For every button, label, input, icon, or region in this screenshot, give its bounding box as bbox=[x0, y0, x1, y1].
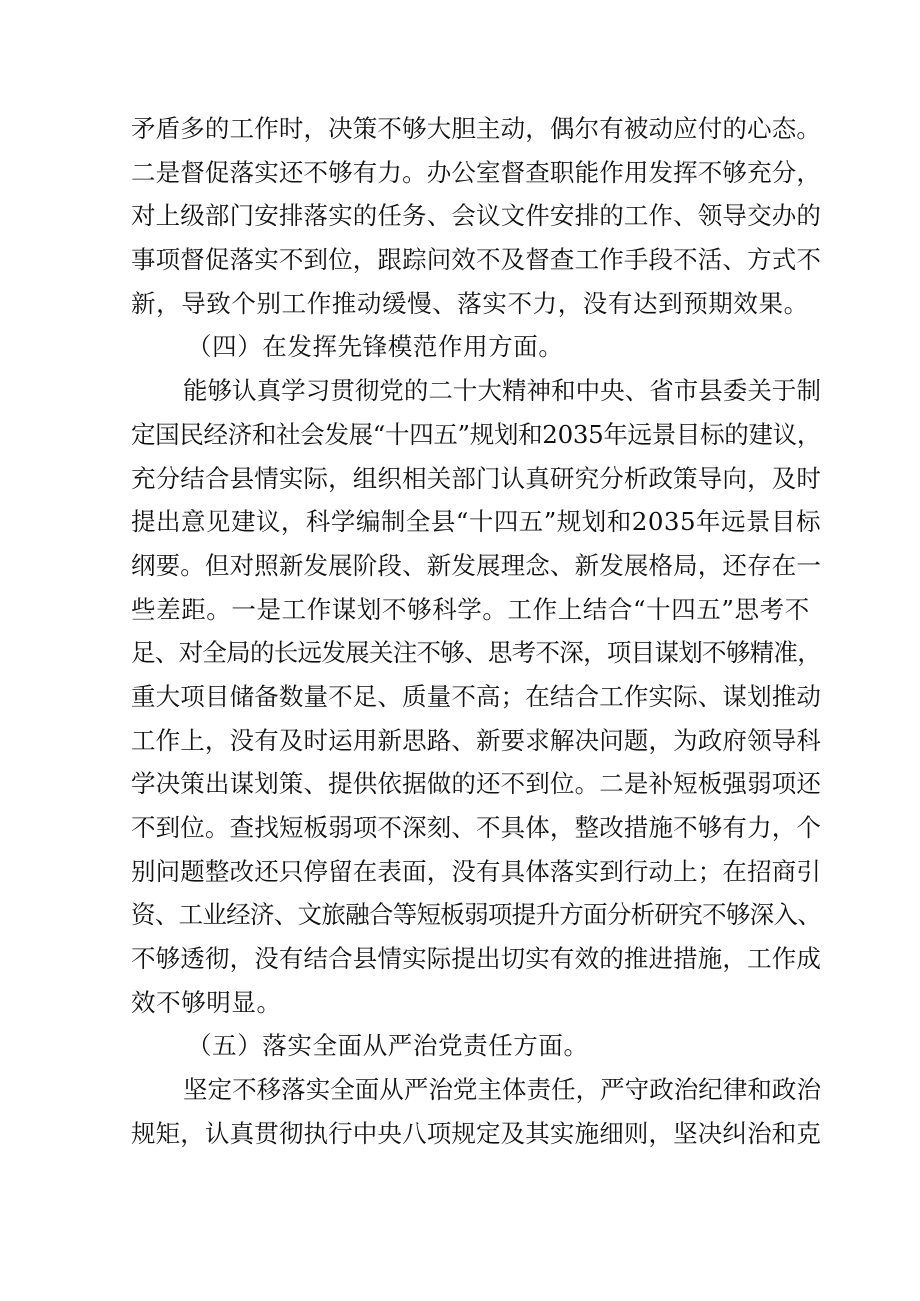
text-line: 工作上，没有及时运用新思路、新要求解决问题，为政府领导科 bbox=[131, 725, 821, 755]
text-line: 矛盾多的工作时，决策不够大胆主动，偶尔有被动应付的心态。 bbox=[131, 114, 821, 143]
document-body bbox=[131, 107, 821, 1156]
text-line: 规矩，认真贯彻执行中央八项规定及其实施细则，坚决纠治和克 bbox=[131, 1118, 821, 1148]
text-line: 新，导致个别工作推动缓慢、落实不力，没有达到预期效果。 bbox=[131, 288, 809, 318]
text-line: 对上级部门安排落实的任务、会议文件安排的工作、领导交办的 bbox=[131, 201, 821, 231]
text-line: 足、对全局的长远发展关注不够、思考不深，项目谋划不够精准， bbox=[131, 638, 821, 668]
text-line: 定国民经济和社会发展“十四五”规划和2035年远景目标的建议， bbox=[131, 419, 821, 449]
text-line: 学决策出谋划策、提供依据做的还不到位。二是补短板强弱项还 bbox=[131, 769, 821, 799]
text-line: 效不够明显。 bbox=[131, 987, 282, 1017]
text-line: 事项督促落实不到位，跟踪问效不及督查工作手段不活、方式不 bbox=[131, 245, 821, 275]
text-line: 别问题整改还只停留在表面，没有具体落实到行动上；在招商引 bbox=[131, 856, 821, 886]
paragraph-start: 能够认真学习贯彻党的二十大精神和中央、省市县委关于制 bbox=[183, 376, 821, 406]
text-line: 纲要。但对照新发展阶段、新发展理念、新发展格局，还存在一 bbox=[131, 550, 821, 580]
text-line: 资、工业经济、文旅融合等短板弱项提升方面分析研究不够深入、 bbox=[131, 900, 821, 930]
section-heading-5: （五）落实全面从严治党责任方面。 bbox=[187, 1031, 589, 1061]
text-line: 不够透彻，没有结合县情实际提出切实有效的推进措施，工作成 bbox=[131, 944, 821, 974]
text-line: 充分结合县情实际，组织相关部门认真研究分析政策导向，及时 bbox=[131, 463, 821, 493]
text-line: 重大项目储备数量不足、质量不高；在结合工作实际、谋划推动 bbox=[131, 681, 821, 711]
text-line: 提出意见建议，科学编制全县“十四五”规划和2035年远景目标 bbox=[131, 507, 821, 537]
paragraph-start: 坚定不移落实全面从严治党主体责任，严守政治纪律和政治 bbox=[183, 1075, 821, 1105]
text-line: 不到位。查找短板弱项不深刻、不具体，整改措施不够有力，个 bbox=[131, 813, 821, 842]
section-heading-4: （四）在发挥先锋模范作用方面。 bbox=[187, 332, 564, 362]
text-line: 二是督促落实还不够有力。办公室督查职能作用发挥不够充分， bbox=[131, 157, 821, 187]
text-line: 些差距。一是工作谋划不够科学。工作上结合“十四五”思考不 bbox=[131, 594, 810, 624]
